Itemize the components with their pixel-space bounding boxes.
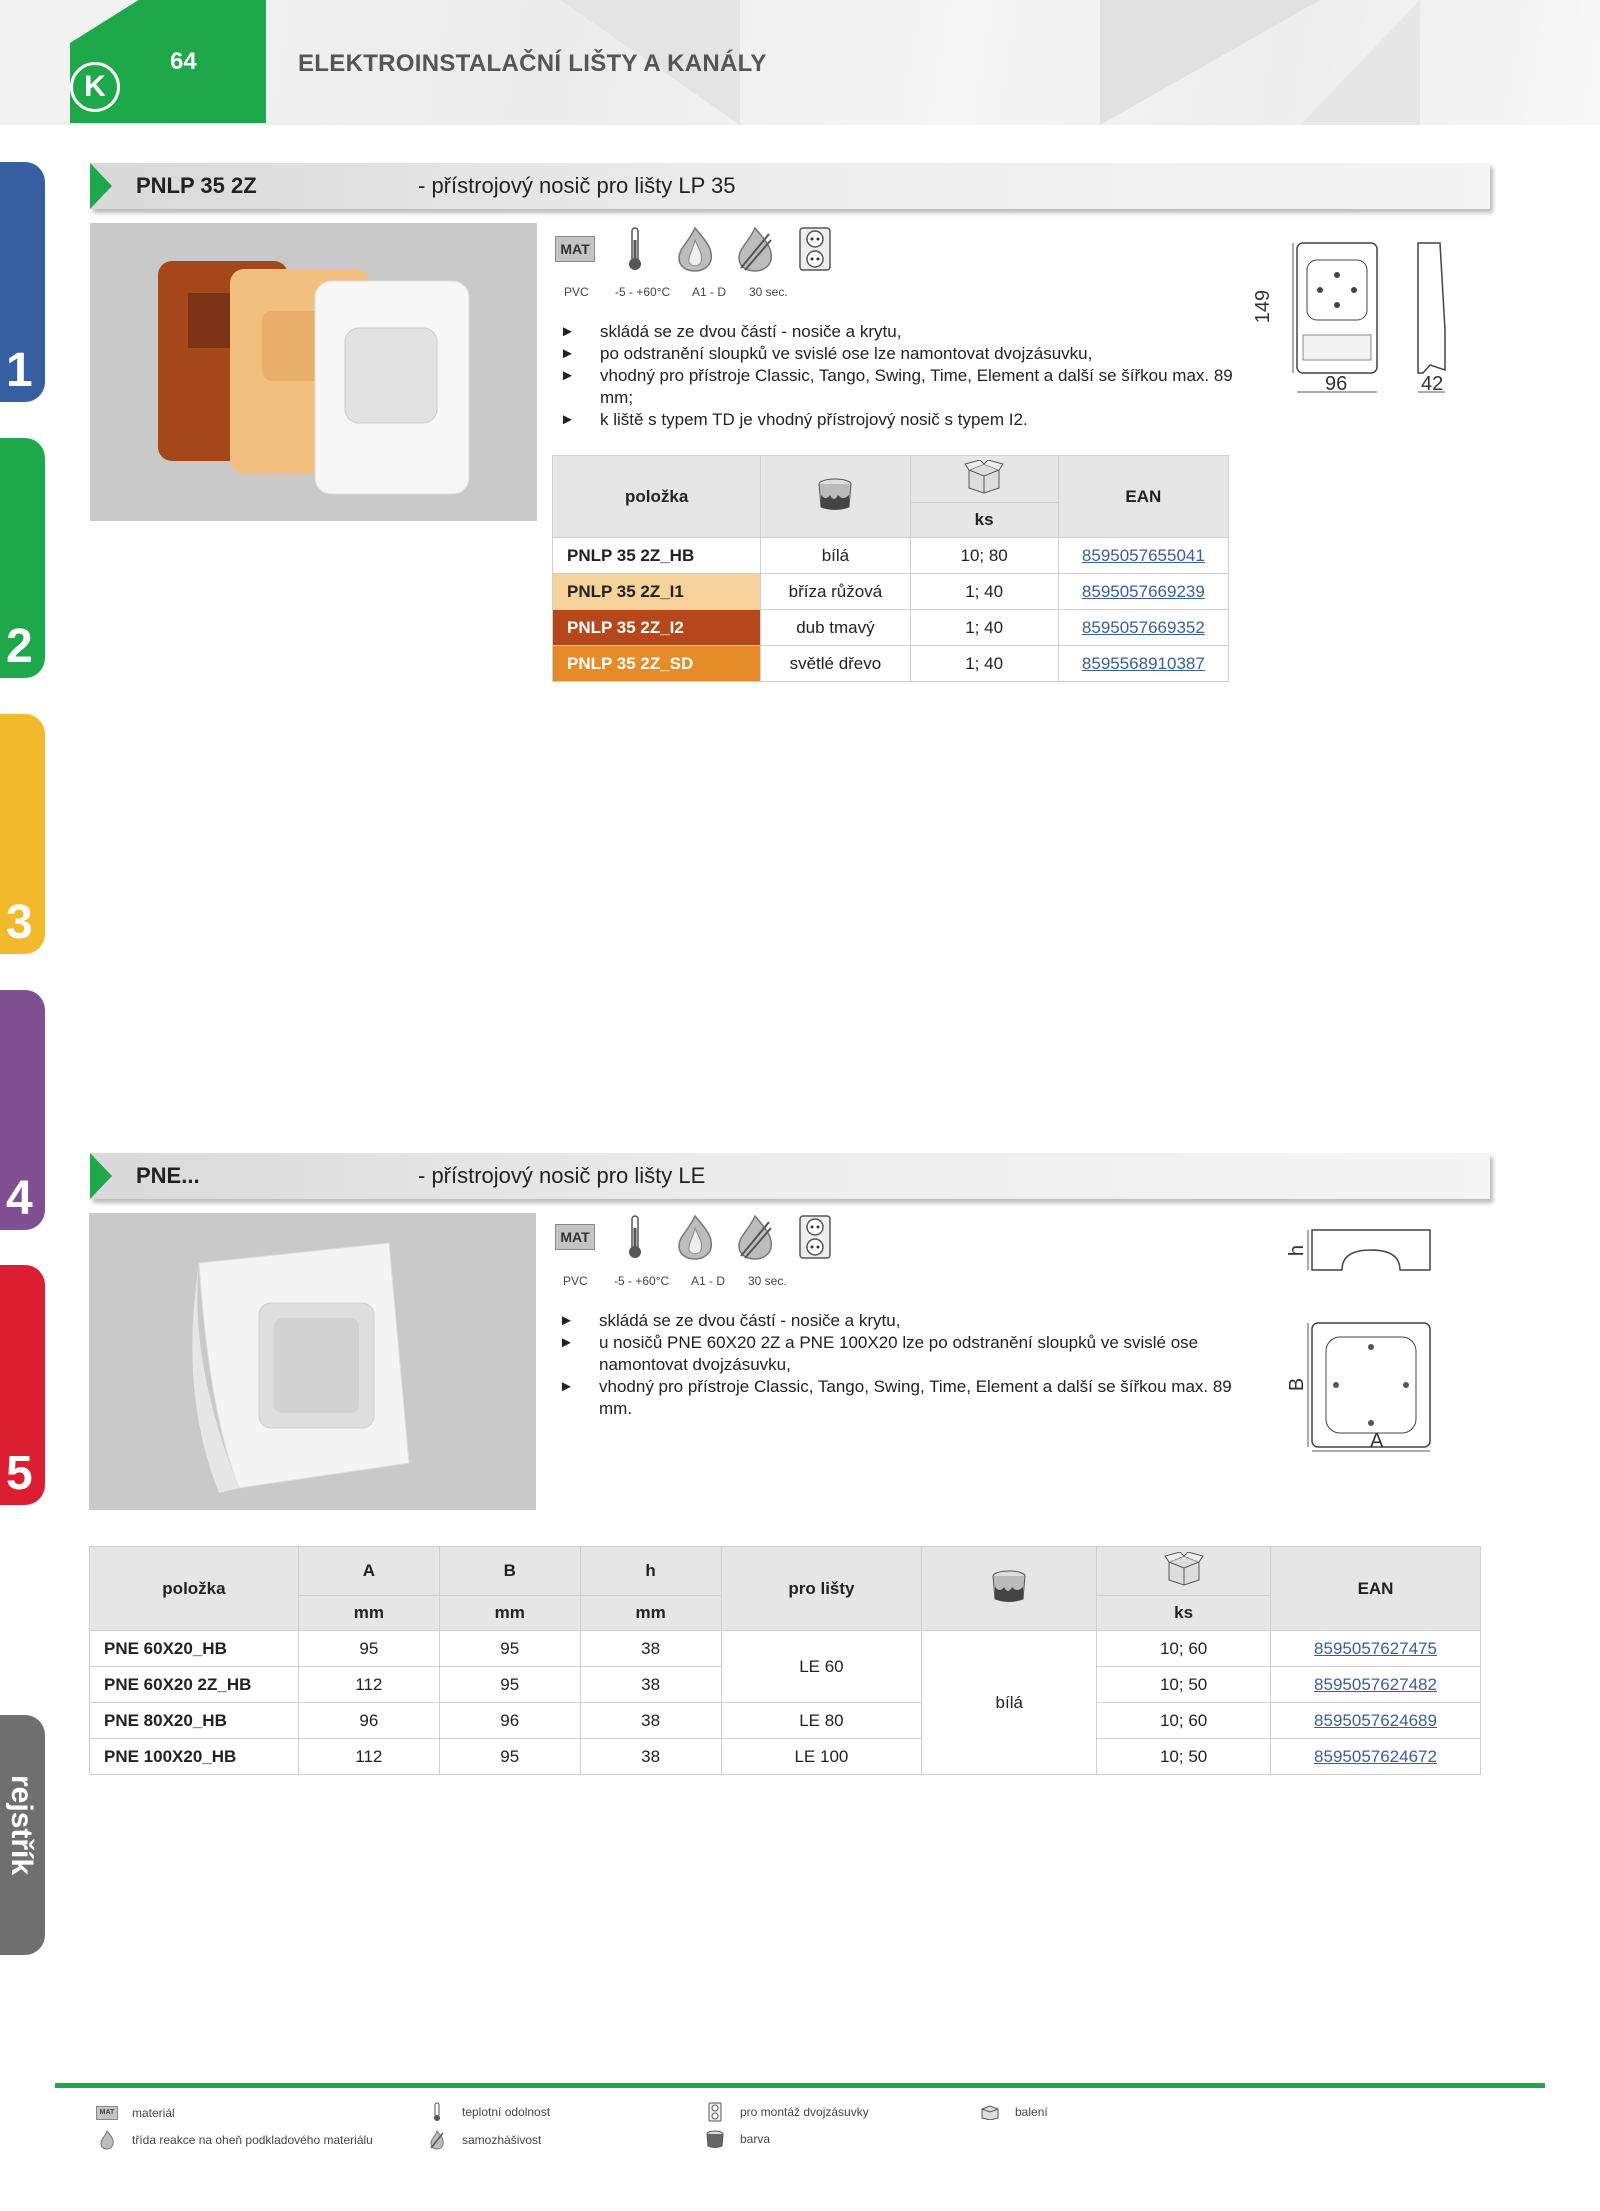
dimension-h: h	[1286, 1244, 1309, 1257]
package-icon	[975, 2104, 1005, 2120]
side-tab-3[interactable]	[0, 714, 45, 954]
col-unit-mm: mm	[439, 1596, 580, 1631]
table-row	[553, 574, 1229, 610]
ean-link[interactable]: 8595057669352	[1081, 617, 1205, 637]
footer-divider	[55, 2083, 1545, 2088]
legend-temperature	[422, 2102, 550, 2122]
legend-label: barva	[740, 2132, 771, 2146]
ean-link[interactable]: 8595057655041	[1081, 545, 1205, 565]
legend-material	[92, 2106, 175, 2120]
cell-item: PNE 60X20_HB	[90, 1631, 299, 1667]
table-row	[90, 1739, 1481, 1775]
product1-description: - přístrojový nosič pro lišty LP 35	[418, 173, 736, 198]
product1-photo	[90, 223, 537, 521]
cell-a: 112	[298, 1739, 439, 1775]
product1-dimension-drawing	[1252, 240, 1465, 405]
thermometer-icon	[615, 1214, 655, 1260]
flame-icon	[675, 1214, 715, 1260]
cell-b: 96	[439, 1703, 580, 1739]
cell-pieces: 10; 60	[1097, 1631, 1271, 1667]
legend-label: třída reakce na oheň podkladového materiálu	[132, 2133, 373, 2147]
thermometer-icon	[615, 226, 655, 272]
double-socket-icon	[795, 226, 835, 272]
col-header-rails: pro lišty	[721, 1547, 922, 1631]
col-header-ean: EAN	[1271, 1547, 1481, 1631]
feature-item: ► skládá se ze dvou částí - nosiče a krytu,	[559, 1310, 1239, 1332]
package-icon	[963, 479, 1005, 498]
icon-label: 30 sec.	[749, 285, 788, 299]
cell-pieces: 1; 40	[910, 574, 1058, 610]
cell-h: 38	[580, 1703, 721, 1739]
product2-features	[559, 1310, 1239, 1420]
feature-item: ► po odstranění sloupků ve svislé ose lze namontovat dvojzásuvku,	[560, 343, 1240, 365]
table-row	[553, 538, 1229, 574]
product2-description: - přístrojový nosič pro lišty LE	[418, 1163, 706, 1188]
col-header-pieces: ks	[1097, 1596, 1271, 1631]
cell-color: bílá	[922, 1631, 1097, 1775]
cell-pieces: 10; 50	[1097, 1739, 1271, 1775]
cell-h: 38	[580, 1667, 721, 1703]
cell-item: PNLP 35 2Z_I2	[553, 610, 761, 646]
flame-icon	[675, 226, 715, 272]
col-header-h: h	[580, 1547, 721, 1596]
double-socket-icon	[795, 1214, 835, 1260]
self-extinguishing-icon	[735, 226, 775, 272]
col-unit-mm: mm	[580, 1596, 721, 1631]
material-icon: MAT	[555, 226, 595, 272]
self-extinguishing-icon	[735, 1214, 775, 1260]
product2-icon-row	[555, 1214, 855, 1260]
cell-item: PNE 80X20_HB	[90, 1703, 299, 1739]
product2-dimension-drawing	[1280, 1225, 1450, 1455]
side-tab-2[interactable]	[0, 438, 45, 678]
header-decoration	[1100, 0, 1320, 125]
side-tab-5[interactable]	[0, 1265, 45, 1505]
table-row	[553, 646, 1229, 682]
cell-item: PNE 100X20_HB	[90, 1739, 299, 1775]
feature-item: ► vhodný pro přístroje Classic, Tango, Swing, Time, Element a další se šířkou max. 89 mm.	[559, 1376, 1239, 1420]
cell-a: 96	[298, 1703, 439, 1739]
cell-b: 95	[439, 1667, 580, 1703]
cell-pieces: 1; 40	[910, 610, 1058, 646]
cell-rails: LE 80	[721, 1703, 922, 1739]
icon-label: 30 sec.	[748, 1274, 787, 1288]
side-tab-4[interactable]	[0, 990, 45, 1230]
dimension-depth: 42	[1421, 373, 1444, 395]
section-arrow-icon	[90, 1153, 112, 1199]
thermometer-icon	[422, 2102, 452, 2122]
feature-item: ► skládá se ze dvou částí - nosiče a krytu,	[560, 321, 1240, 343]
cell-h: 38	[580, 1631, 721, 1667]
flame-icon	[92, 2130, 122, 2150]
dimension-b: B	[1286, 1377, 1309, 1392]
side-tab-index[interactable]	[0, 1715, 45, 1955]
paint-bucket-icon	[700, 2130, 730, 2148]
legend-color	[700, 2130, 770, 2148]
cell-pieces: 10; 50	[1097, 1667, 1271, 1703]
legend-double-socket	[700, 2102, 869, 2122]
legend-label: teplotní odolnost	[462, 2105, 551, 2119]
col-header-ean: EAN	[1058, 456, 1228, 538]
side-tab-label: 2	[6, 620, 33, 673]
ean-link[interactable]: 8595568910387	[1081, 653, 1205, 673]
cell-pieces: 10; 80	[910, 538, 1058, 574]
product2-icon-labels	[555, 1274, 855, 1290]
ean-link[interactable]: 8595057624689	[1314, 1710, 1437, 1730]
paint-bucket-icon	[816, 496, 854, 515]
product2-code: PNE...	[136, 1163, 200, 1188]
self-extinguishing-icon	[422, 2130, 452, 2150]
ean-link[interactable]: 8595057669239	[1081, 581, 1205, 601]
paint-bucket-icon	[990, 1588, 1028, 1607]
col-header-color	[922, 1547, 1097, 1631]
double-socket-icon	[700, 2102, 730, 2122]
cell-color: bříza růžová	[761, 574, 910, 610]
page-title: ELEKTROINSTALAČNÍ LIŠTY A KANÁLY	[298, 50, 767, 77]
cell-b: 95	[439, 1739, 580, 1775]
product2-header	[90, 1153, 1490, 1199]
product1-table	[552, 455, 1229, 682]
product1-icon-labels	[555, 285, 855, 301]
icon-label: PVC	[563, 1274, 588, 1288]
dimension-width: 96	[1325, 373, 1348, 395]
col-header-pieces: ks	[910, 503, 1058, 538]
cell-b: 95	[439, 1631, 580, 1667]
col-unit-mm: mm	[298, 1596, 439, 1631]
cell-color: bílá	[761, 538, 910, 574]
side-tab-label: 5	[6, 1447, 33, 1500]
col-header-item: položka	[553, 456, 761, 538]
ean-link[interactable]: 8595057627482	[1314, 1674, 1437, 1694]
icon-label: A1 - D	[692, 285, 727, 299]
feature-item: ► u nosičů PNE 60X20 2Z a PNE 100X20 lze po odstranění sloupků ve svislé ose namontovat dvojzásuvku,	[559, 1332, 1239, 1376]
side-tab-label: rejstřík	[5, 1775, 38, 1876]
feature-item: ► vhodný pro přístroje Classic, Tango, Swing, Time, Element a další se šířkou max. 89 mm;	[560, 365, 1240, 409]
cell-color: světlé dřevo	[761, 646, 910, 682]
legend-label: materiál	[132, 2106, 175, 2120]
icon-label: A1 - D	[691, 1274, 726, 1288]
legend-fire-class	[92, 2130, 373, 2150]
cell-rails: LE 60	[721, 1631, 922, 1703]
header-decoration	[1300, 0, 1420, 125]
table-row	[553, 610, 1229, 646]
cell-h: 38	[580, 1739, 721, 1775]
col-header-color	[761, 456, 910, 538]
legend-label: balení	[1015, 2105, 1048, 2119]
product1-icon-row	[555, 226, 855, 272]
ean-link[interactable]: 8595057624672	[1314, 1746, 1437, 1766]
product2-table	[89, 1546, 1481, 1775]
table-row	[90, 1703, 1481, 1739]
cell-a: 95	[298, 1631, 439, 1667]
icon-label: -5 - +60°C	[615, 285, 671, 299]
table-row	[90, 1631, 1481, 1667]
feature-item: ► k liště s typem TD je vhodný přístrojový nosič s typem I2.	[560, 409, 1240, 431]
cell-color: dub tmavý	[761, 610, 910, 646]
package-icon	[1163, 1571, 1205, 1590]
material-icon: MAT	[92, 2106, 122, 2120]
legend-self-extinguishing	[422, 2130, 541, 2150]
brand-logo: K	[70, 62, 120, 112]
col-header-box	[910, 456, 1058, 503]
cell-item: PNLP 35 2Z_I1	[553, 574, 761, 610]
product1-features	[560, 321, 1240, 431]
side-tab-label: 1	[6, 344, 33, 397]
col-header-item: položka	[90, 1547, 299, 1631]
product1-code: PNLP 35 2Z	[136, 173, 257, 198]
cell-a: 112	[298, 1667, 439, 1703]
dimension-a: A	[1370, 1430, 1384, 1452]
product1-header	[90, 163, 1490, 209]
cell-item: PNLP 35 2Z_SD	[553, 646, 761, 682]
col-header-box	[1097, 1547, 1271, 1596]
legend-packaging	[975, 2104, 1048, 2120]
page-number: 64	[170, 48, 197, 75]
cell-rails: LE 100	[721, 1739, 922, 1775]
material-icon: MAT	[555, 1214, 595, 1260]
cell-item: PNLP 35 2Z_HB	[553, 538, 761, 574]
cell-item: PNE 60X20 2Z_HB	[90, 1667, 299, 1703]
side-tab-label: 3	[6, 896, 33, 949]
product2-photo	[89, 1213, 536, 1510]
cell-pieces: 10; 60	[1097, 1703, 1271, 1739]
col-header-b: B	[439, 1547, 580, 1596]
icon-label: PVC	[564, 285, 589, 299]
ean-link[interactable]: 8595057627475	[1314, 1638, 1437, 1658]
side-tab-label: 4	[6, 1172, 33, 1225]
cell-pieces: 1; 40	[910, 646, 1058, 682]
col-header-a: A	[298, 1547, 439, 1596]
legend-label: samozhášivost	[462, 2133, 542, 2147]
dimension-height: 149	[1252, 289, 1275, 324]
icon-label: -5 - +60°C	[614, 1274, 670, 1288]
section-arrow-icon	[90, 163, 112, 209]
side-tab-1[interactable]	[0, 162, 45, 402]
legend-label: pro montáž dvojzásuvky	[740, 2105, 869, 2119]
